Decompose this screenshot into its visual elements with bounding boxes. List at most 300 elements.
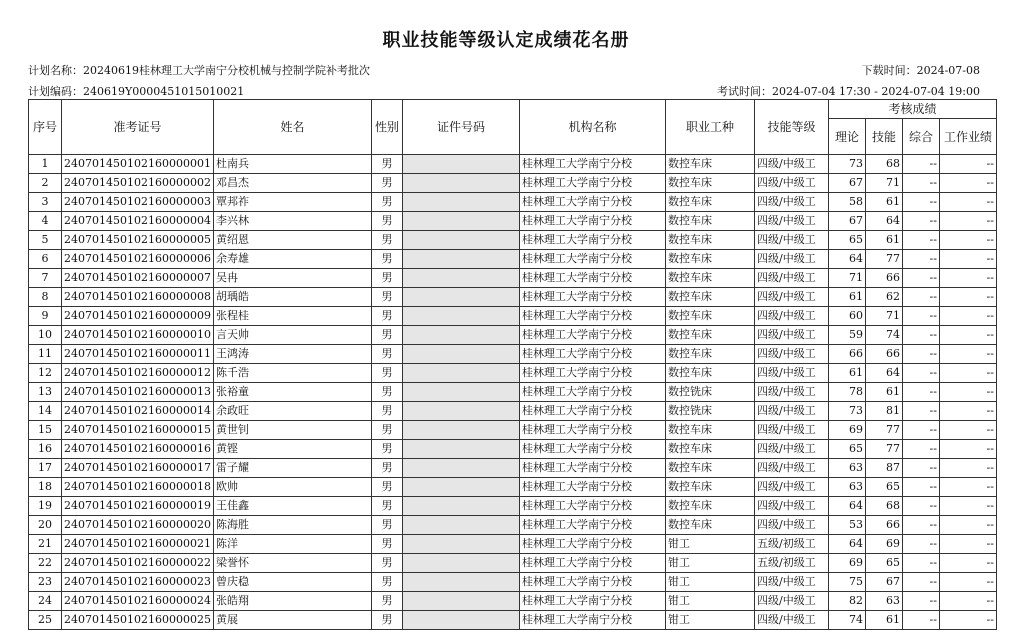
cell-gender: 男 [371,459,402,478]
cell-gender: 男 [371,269,402,288]
cell-job: 数控铣床 [665,402,754,421]
cell-id-number [402,326,519,345]
cell-name: 陈海胜 [213,516,371,535]
cell-theory: 65 [828,440,865,459]
table-row [29,307,997,326]
cell-level: 四级/中级工 [754,383,828,402]
cell-composite: -- [902,364,939,383]
cell-gender: 男 [371,364,402,383]
cell-ticket: 240701450102160000018 [62,478,214,497]
header-theory: 理论 [828,119,865,155]
cell-seq: 15 [29,421,62,440]
cell-skill: 69 [865,535,902,554]
cell-work: -- [939,459,996,478]
cell-work: -- [939,535,996,554]
cell-composite: -- [902,193,939,212]
cell-work: -- [939,592,996,611]
cell-theory: 59 [828,326,865,345]
cell-id-number [402,440,519,459]
score-table [28,99,997,630]
cell-job: 数控车床 [665,174,754,193]
cell-work: -- [939,174,996,193]
cell-org: 桂林理工大学南宁分校 [519,516,665,535]
cell-ticket: 240701450102160000013 [62,383,214,402]
table-row [29,402,997,421]
cell-work: -- [939,573,996,592]
table-row [29,421,997,440]
cell-job: 数控铣床 [665,383,754,402]
cell-work: -- [939,383,996,402]
cell-composite: -- [902,573,939,592]
cell-org: 桂林理工大学南宁分校 [519,402,665,421]
cell-gender: 男 [371,212,402,231]
cell-job: 数控车床 [665,497,754,516]
cell-level: 四级/中级工 [754,611,828,630]
cell-id-number [402,383,519,402]
cell-skill: 61 [865,193,902,212]
cell-name: 王鸿涛 [213,345,371,364]
cell-seq: 25 [29,611,62,630]
cell-job: 数控车床 [665,440,754,459]
cell-theory: 64 [828,497,865,516]
cell-level: 四级/中级工 [754,193,828,212]
cell-org: 桂林理工大学南宁分校 [519,611,665,630]
cell-work: -- [939,250,996,269]
cell-work: -- [939,307,996,326]
cell-ticket: 240701450102160000025 [62,611,214,630]
cell-level: 四级/中级工 [754,440,828,459]
cell-level: 四级/中级工 [754,421,828,440]
table-row [29,554,997,573]
cell-composite: -- [902,402,939,421]
cell-level: 四级/中级工 [754,478,828,497]
cell-gender: 男 [371,516,402,535]
cell-skill: 71 [865,174,902,193]
cell-name: 陈千浩 [213,364,371,383]
cell-skill: 62 [865,288,902,307]
cell-theory: 67 [828,212,865,231]
cell-theory: 69 [828,554,865,573]
table-row [29,345,997,364]
cell-org: 桂林理工大学南宁分校 [519,459,665,478]
cell-work: -- [939,421,996,440]
cell-level: 四级/中级工 [754,212,828,231]
cell-id-number [402,193,519,212]
cell-skill: 81 [865,402,902,421]
cell-name: 雷子耀 [213,459,371,478]
cell-theory: 63 [828,459,865,478]
cell-ticket: 240701450102160000007 [62,269,214,288]
cell-org: 桂林理工大学南宁分校 [519,383,665,402]
cell-name: 曾庆稳 [213,573,371,592]
cell-theory: 53 [828,516,865,535]
cell-skill: 68 [865,155,902,174]
table-row [29,516,997,535]
table-row [29,459,997,478]
cell-work: -- [939,497,996,516]
header-skill: 技能 [865,119,902,155]
cell-org: 桂林理工大学南宁分校 [519,421,665,440]
cell-name: 胡瑀皓 [213,288,371,307]
cell-org: 桂林理工大学南宁分校 [519,364,665,383]
table-row [29,231,997,250]
cell-theory: 61 [828,288,865,307]
table-row [29,535,997,554]
cell-ticket: 240701450102160000002 [62,174,214,193]
cell-org: 桂林理工大学南宁分校 [519,212,665,231]
cell-skill: 63 [865,592,902,611]
cell-name: 黄世钊 [213,421,371,440]
cell-seq: 20 [29,516,62,535]
cell-name: 王佳鑫 [213,497,371,516]
cell-job: 数控车床 [665,364,754,383]
cell-theory: 73 [828,155,865,174]
exam-time: 考试时间：2024-07-04 17:30 - 2024-07-04 19:00 [717,85,980,98]
cell-ticket: 240701450102160000003 [62,193,214,212]
cell-gender: 男 [371,288,402,307]
cell-seq: 23 [29,573,62,592]
cell-level: 五级/初级工 [754,554,828,573]
cell-gender: 男 [371,155,402,174]
header-ticket: 准考证号 [62,100,214,155]
cell-composite: -- [902,554,939,573]
cell-skill: 77 [865,440,902,459]
cell-org: 桂林理工大学南宁分校 [519,231,665,250]
cell-seq: 1 [29,155,62,174]
cell-name: 张裕童 [213,383,371,402]
cell-theory: 65 [828,231,865,250]
table-row [29,212,997,231]
cell-skill: 65 [865,478,902,497]
cell-name: 余政旺 [213,402,371,421]
cell-work: -- [939,516,996,535]
plan-name: 计划名称：20240619桂林理工大学南宁分校机械与控制学院补考批次 [28,64,370,77]
cell-composite: -- [902,516,939,535]
cell-work: -- [939,478,996,497]
cell-level: 四级/中级工 [754,326,828,345]
cell-theory: 66 [828,345,865,364]
cell-job: 数控车床 [665,345,754,364]
table-row [29,364,997,383]
cell-id-number [402,459,519,478]
cell-name: 陈洋 [213,535,371,554]
cell-gender: 男 [371,231,402,250]
cell-seq: 10 [29,326,62,345]
cell-work: -- [939,402,996,421]
cell-theory: 75 [828,573,865,592]
cell-gender: 男 [371,611,402,630]
table-row [29,326,997,345]
cell-composite: -- [902,383,939,402]
page-title: 职业技能等级认定成绩花名册 [382,30,630,51]
cell-skill: 71 [865,307,902,326]
cell-id-number [402,573,519,592]
header-level: 技能等级 [754,100,828,155]
cell-job: 数控车床 [665,193,754,212]
cell-theory: 64 [828,250,865,269]
cell-org: 桂林理工大学南宁分校 [519,326,665,345]
table-row [29,478,997,497]
cell-skill: 64 [865,364,902,383]
cell-seq: 16 [29,440,62,459]
cell-seq: 18 [29,478,62,497]
table-row [29,174,997,193]
header-seq: 序号 [29,100,62,155]
cell-seq: 8 [29,288,62,307]
cell-name: 吴冉 [213,269,371,288]
cell-org: 桂林理工大学南宁分校 [519,155,665,174]
cell-ticket: 240701450102160000005 [62,231,214,250]
cell-level: 四级/中级工 [754,250,828,269]
cell-job: 数控车床 [665,516,754,535]
cell-gender: 男 [371,573,402,592]
cell-org: 桂林理工大学南宁分校 [519,440,665,459]
cell-name: 欧帅 [213,478,371,497]
cell-gender: 男 [371,326,402,345]
cell-work: -- [939,554,996,573]
cell-id-number [402,421,519,440]
header-id: 证件号码 [402,100,519,155]
cell-org: 桂林理工大学南宁分校 [519,288,665,307]
cell-gender: 男 [371,440,402,459]
cell-skill: 66 [865,516,902,535]
cell-id-number [402,155,519,174]
cell-name: 言天帅 [213,326,371,345]
cell-job: 数控车床 [665,421,754,440]
cell-composite: -- [902,269,939,288]
cell-ticket: 240701450102160000019 [62,497,214,516]
cell-composite: -- [902,459,939,478]
cell-seq: 24 [29,592,62,611]
cell-org: 桂林理工大学南宁分校 [519,307,665,326]
cell-seq: 17 [29,459,62,478]
cell-work: -- [939,269,996,288]
cell-seq: 6 [29,250,62,269]
cell-name: 黄展 [213,611,371,630]
cell-job: 数控车床 [665,155,754,174]
cell-skill: 65 [865,554,902,573]
cell-skill: 67 [865,573,902,592]
cell-level: 四级/中级工 [754,155,828,174]
table-row [29,383,997,402]
cell-ticket: 240701450102160000009 [62,307,214,326]
cell-ticket: 240701450102160000021 [62,535,214,554]
cell-id-number [402,516,519,535]
cell-skill: 61 [865,611,902,630]
cell-level: 四级/中级工 [754,459,828,478]
cell-job: 数控车床 [665,288,754,307]
cell-seq: 2 [29,174,62,193]
cell-composite: -- [902,440,939,459]
cell-name: 张程桂 [213,307,371,326]
cell-gender: 男 [371,554,402,573]
cell-ticket: 240701450102160000012 [62,364,214,383]
cell-job: 钳工 [665,535,754,554]
cell-level: 五级/初级工 [754,535,828,554]
cell-seq: 13 [29,383,62,402]
cell-name: 杜南兵 [213,155,371,174]
table-row [29,611,997,630]
cell-level: 四级/中级工 [754,497,828,516]
cell-ticket: 240701450102160000010 [62,326,214,345]
header-work: 工作业绩 [939,119,996,155]
cell-name: 张皓翔 [213,592,371,611]
cell-composite: -- [902,231,939,250]
cell-level: 四级/中级工 [754,307,828,326]
cell-theory: 73 [828,402,865,421]
cell-gender: 男 [371,535,402,554]
cell-job: 钳工 [665,592,754,611]
table-row [29,155,997,174]
cell-org: 桂林理工大学南宁分校 [519,193,665,212]
cell-gender: 男 [371,402,402,421]
cell-id-number [402,231,519,250]
table-row [29,193,997,212]
cell-job: 钳工 [665,554,754,573]
cell-skill: 68 [865,497,902,516]
cell-seq: 12 [29,364,62,383]
cell-skill: 87 [865,459,902,478]
cell-composite: -- [902,212,939,231]
cell-id-number [402,288,519,307]
cell-seq: 14 [29,402,62,421]
cell-theory: 63 [828,478,865,497]
cell-skill: 66 [865,269,902,288]
cell-id-number [402,212,519,231]
cell-theory: 71 [828,269,865,288]
cell-ticket: 240701450102160000011 [62,345,214,364]
cell-job: 数控车床 [665,269,754,288]
cell-seq: 5 [29,231,62,250]
cell-level: 四级/中级工 [754,174,828,193]
cell-job: 数控车床 [665,478,754,497]
cell-composite: -- [902,307,939,326]
cell-composite: -- [902,345,939,364]
cell-ticket: 240701450102160000006 [62,250,214,269]
cell-level: 四级/中级工 [754,231,828,250]
cell-id-number [402,250,519,269]
cell-ticket: 240701450102160000014 [62,402,214,421]
table-row [29,269,997,288]
cell-level: 四级/中级工 [754,288,828,307]
cell-work: -- [939,326,996,345]
cell-org: 桂林理工大学南宁分校 [519,345,665,364]
cell-org: 桂林理工大学南宁分校 [519,269,665,288]
header-name: 姓名 [213,100,371,155]
table-row [29,288,997,307]
cell-id-number [402,345,519,364]
cell-job: 数控车床 [665,326,754,345]
cell-ticket: 240701450102160000004 [62,212,214,231]
cell-composite: -- [902,611,939,630]
cell-gender: 男 [371,478,402,497]
cell-name: 邓昌杰 [213,174,371,193]
table-row [29,592,997,611]
cell-job: 数控车床 [665,250,754,269]
cell-job: 数控车床 [665,307,754,326]
cell-work: -- [939,231,996,250]
download-time: 下载时间：2024-07-08 [861,64,980,77]
cell-seq: 19 [29,497,62,516]
cell-gender: 男 [371,421,402,440]
cell-composite: -- [902,478,939,497]
table-row [29,497,997,516]
cell-ticket: 240701450102160000022 [62,554,214,573]
cell-org: 桂林理工大学南宁分校 [519,478,665,497]
cell-skill: 74 [865,326,902,345]
cell-composite: -- [902,288,939,307]
cell-theory: 58 [828,193,865,212]
cell-skill: 61 [865,231,902,250]
cell-composite: -- [902,250,939,269]
cell-seq: 7 [29,269,62,288]
cell-seq: 22 [29,554,62,573]
header-org: 机构名称 [519,100,665,155]
cell-work: -- [939,288,996,307]
cell-composite: -- [902,326,939,345]
cell-org: 桂林理工大学南宁分校 [519,250,665,269]
cell-theory: 64 [828,535,865,554]
cell-name: 梁誉怀 [213,554,371,573]
cell-composite: -- [902,421,939,440]
cell-gender: 男 [371,497,402,516]
cell-gender: 男 [371,174,402,193]
cell-id-number [402,611,519,630]
cell-theory: 67 [828,174,865,193]
cell-theory: 60 [828,307,865,326]
cell-work: -- [939,193,996,212]
cell-level: 四级/中级工 [754,364,828,383]
cell-id-number [402,535,519,554]
table-body [29,155,997,630]
cell-composite: -- [902,174,939,193]
cell-seq: 11 [29,345,62,364]
cell-org: 桂林理工大学南宁分校 [519,592,665,611]
cell-gender: 男 [371,250,402,269]
cell-work: -- [939,155,996,174]
cell-level: 四级/中级工 [754,592,828,611]
cell-work: -- [939,611,996,630]
cell-gender: 男 [371,193,402,212]
cell-org: 桂林理工大学南宁分校 [519,497,665,516]
cell-ticket: 240701450102160000024 [62,592,214,611]
cell-theory: 82 [828,592,865,611]
cell-level: 四级/中级工 [754,402,828,421]
header-job: 职业工种 [665,100,754,155]
cell-gender: 男 [371,383,402,402]
cell-job: 钳工 [665,611,754,630]
table-row [29,440,997,459]
cell-composite: -- [902,535,939,554]
cell-ticket: 240701450102160000008 [62,288,214,307]
cell-seq: 9 [29,307,62,326]
cell-theory: 74 [828,611,865,630]
cell-composite: -- [902,497,939,516]
cell-skill: 77 [865,250,902,269]
cell-work: -- [939,345,996,364]
header-composite: 综合 [902,119,939,155]
cell-name: 覃邦祚 [213,193,371,212]
cell-name: 李兴林 [213,212,371,231]
table-row [29,573,997,592]
cell-id-number [402,592,519,611]
cell-ticket: 240701450102160000020 [62,516,214,535]
cell-ticket: 240701450102160000017 [62,459,214,478]
cell-id-number [402,364,519,383]
cell-org: 桂林理工大学南宁分校 [519,554,665,573]
cell-org: 桂林理工大学南宁分校 [519,535,665,554]
cell-id-number [402,269,519,288]
